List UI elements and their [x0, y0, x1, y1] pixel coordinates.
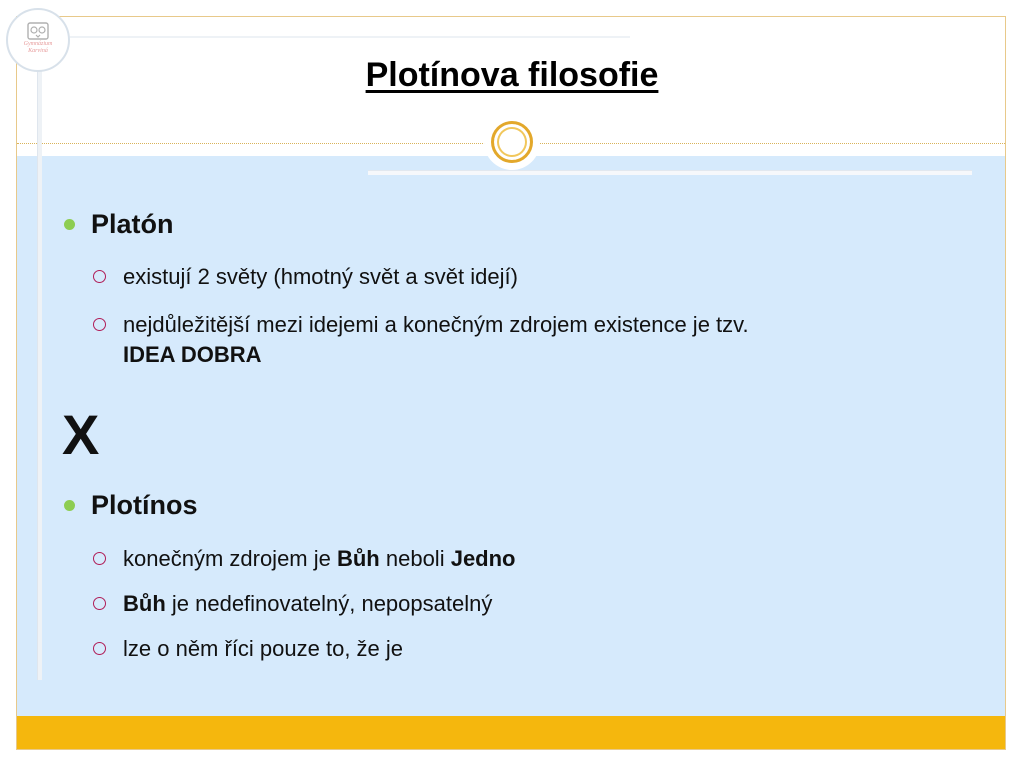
separator-x: X — [62, 403, 100, 466]
idea-dobra-text: IDEA DOBRA — [123, 342, 262, 367]
sub-bullet-text: je nedefinovatelný, nepopsatelný — [165, 591, 493, 616]
sub-bullet-text: lze o něm říci pouze to, že je — [123, 636, 404, 661]
ring-ornament — [484, 114, 540, 170]
bullet-dot — [64, 500, 75, 511]
sub-bullet-text: konečným zdrojem je — [123, 546, 337, 571]
content-area — [17, 156, 1005, 717]
bullet-plotinos — [64, 490, 198, 521]
sub-bullet-marker — [93, 318, 106, 331]
sub-bullet-text-wrap — [123, 310, 973, 370]
bullet-platon — [64, 209, 174, 240]
sub-bullet-marker — [93, 552, 106, 565]
sub-bullet-text-wrap — [123, 544, 973, 574]
sub-bullet-plotinos-2 — [93, 589, 973, 619]
buh-text: Bůh — [123, 591, 166, 616]
slide-title: Plotínova filosofie — [365, 56, 659, 94]
sub-bullet-plotinos-3 — [93, 634, 973, 664]
sub-bullet-text: existují 2 světy (hmotný svět a svět idejí) — [123, 264, 518, 289]
ring-ornament-inner — [491, 121, 533, 163]
decorative-top-line — [70, 36, 630, 38]
buh-text: Bůh — [336, 546, 380, 571]
sub-bullet-platon-1 — [93, 262, 973, 292]
sub-bullet-marker — [93, 597, 106, 610]
logo-text-line1: Gymnázium — [23, 41, 53, 47]
jedno-text: Jedno — [450, 546, 516, 571]
footer-bar — [17, 716, 1005, 749]
sub-bullet-marker — [93, 642, 106, 655]
bullet-dot — [64, 219, 75, 230]
sub-bullet-text: nejdůležitější mezi idejemi a konečným zdrojem existence je tzv. — [123, 312, 749, 337]
owl-icon — [26, 21, 50, 41]
sub-bullet-platon-2 — [93, 310, 973, 370]
decorative-vertical-line — [37, 70, 42, 680]
sub-bullet-marker — [93, 270, 106, 283]
bullet-plotinos-label: Plotínos — [91, 490, 198, 520]
sub-bullet-text: neboli — [379, 546, 451, 571]
sub-bullet-text-wrap — [123, 589, 973, 619]
bullet-platon-label: Platón — [91, 209, 174, 239]
sub-bullet-plotinos-1 — [93, 544, 973, 574]
decorative-horizontal-line — [368, 170, 972, 175]
logo-text-line2: Karviná — [28, 48, 48, 54]
